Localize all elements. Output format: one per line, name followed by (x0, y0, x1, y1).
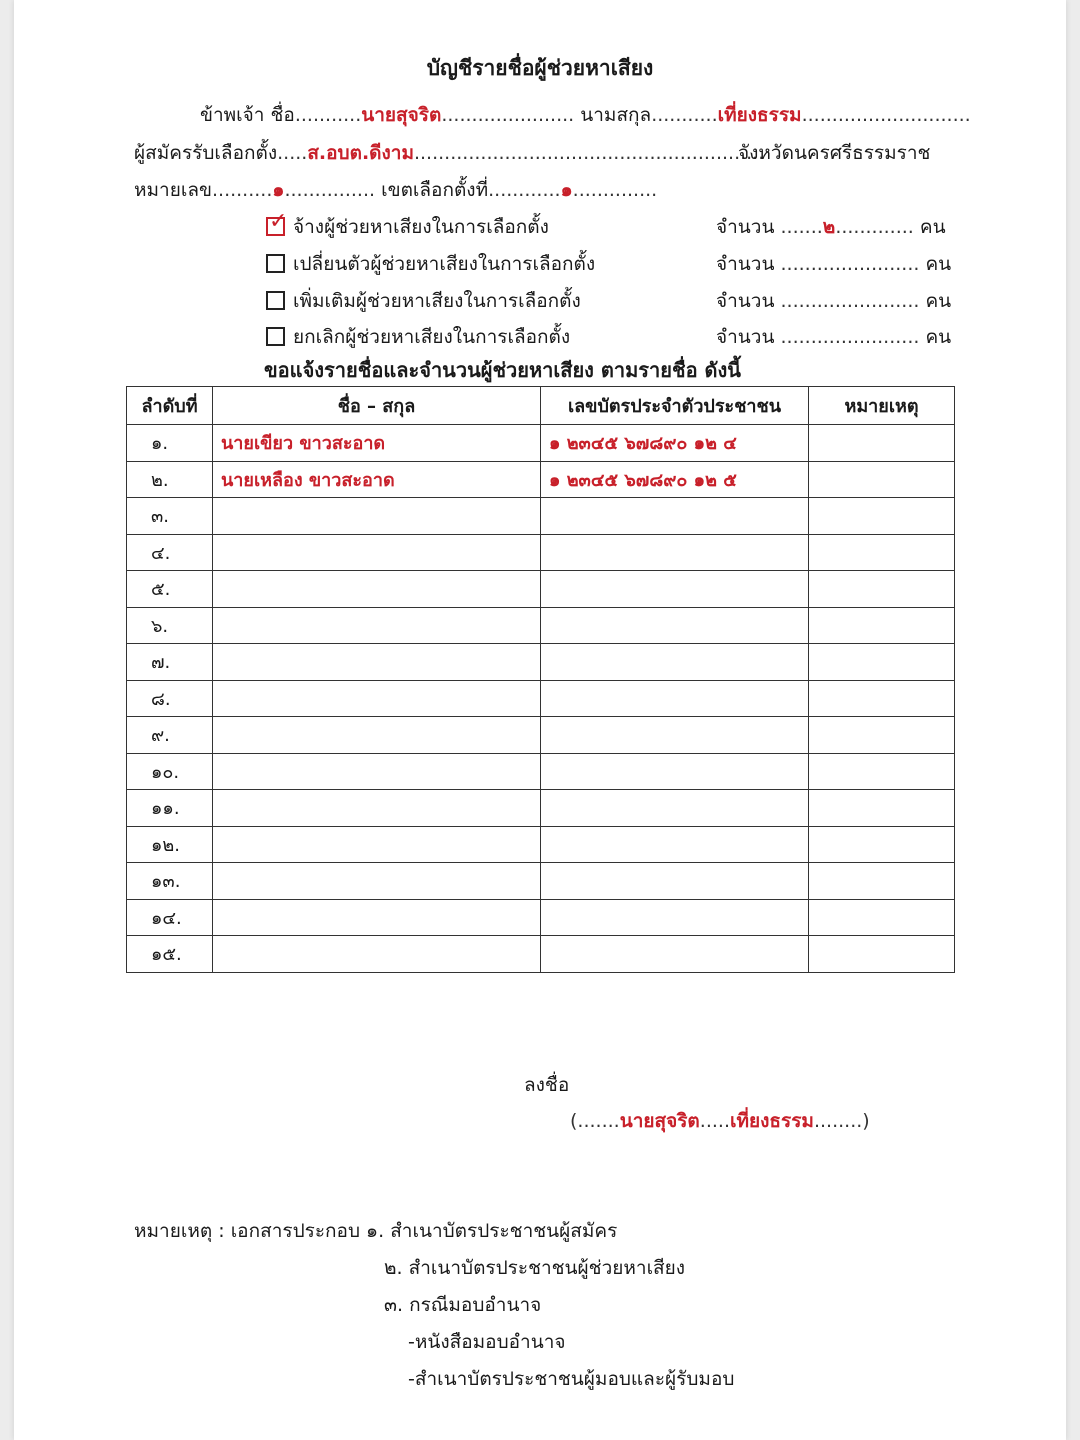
row-name (213, 826, 541, 863)
dots: ..... (277, 142, 308, 164)
list-subheading: ขอแจ้งรายชื่อและจำนวนผู้ช่วยหาเสียง ตามรายชื่อ ดังนี้ (264, 358, 741, 382)
row-number: ๙. (127, 717, 213, 754)
col-header-note: หมายเหตุ (809, 387, 955, 425)
signature-surname: เที่ยงธรรม (729, 1110, 814, 1132)
row-id-number: ๑ ๒๓๔๕ ๖๗๘๙๐ ๑๒ ๔ (541, 425, 809, 462)
row-number: ๕. (127, 571, 213, 608)
qty-unit: คน (919, 290, 952, 312)
row-number: ๑๓. (127, 863, 213, 900)
notes-heading: หมายเหตุ : เอกสารประกอบ ๑. สำเนาบัตรประชาชนผู้สมัคร (134, 1220, 618, 1242)
table-row (127, 753, 955, 790)
dots: ............................ (801, 104, 971, 126)
row-name (213, 863, 541, 900)
row-note (809, 680, 955, 717)
row-note (809, 607, 955, 644)
table-row (127, 899, 955, 936)
dots: ............... (284, 179, 382, 201)
table-row (127, 607, 955, 644)
candidate-number-line (134, 175, 657, 205)
table-row (127, 790, 955, 827)
row-note (809, 790, 955, 827)
col-header-order: ลำดับที่ (127, 387, 213, 425)
row-note (809, 753, 955, 790)
qty-label: จำนวน (716, 216, 775, 238)
district-number: ๑ (560, 179, 573, 201)
table-row (127, 936, 955, 973)
signature-name-line (570, 1106, 870, 1136)
table-row (127, 644, 955, 681)
row-name (213, 534, 541, 571)
dots: ....................... (774, 326, 920, 348)
row-name (213, 498, 541, 535)
qty-unit: คน (919, 326, 952, 348)
row-name (213, 790, 541, 827)
checkbox-empty-icon[interactable] (266, 254, 285, 273)
row-note (809, 863, 955, 900)
row-name (213, 936, 541, 973)
qty-unit: คน (913, 216, 946, 238)
option-add[interactable] (266, 286, 581, 316)
col-header-id: เลขบัตรประจำตัวประชาชน (541, 387, 809, 425)
qty-count: ๒ (822, 216, 836, 238)
option-label: เพิ่มเติมผู้ช่วยหาเสียงในการเลือกตั้ง (293, 290, 581, 312)
option-label: ยกเลิกผู้ช่วยหาเสียงในการเลือกตั้ง (293, 326, 571, 348)
table-row (127, 571, 955, 608)
row-id-number (541, 753, 809, 790)
row-name (213, 680, 541, 717)
option-replace-qty (716, 249, 951, 279)
applicant-name-line (200, 100, 971, 130)
dots: ........... (651, 104, 718, 126)
row-id-number (541, 607, 809, 644)
row-note (809, 571, 955, 608)
row-number: ๑๐. (127, 753, 213, 790)
dots: ....... (774, 216, 823, 238)
row-id-number (541, 680, 809, 717)
row-number: ๑๔. (127, 899, 213, 936)
row-name (213, 644, 541, 681)
applicant-surname: เที่ยงธรรม (717, 104, 802, 126)
row-number: ๘. (127, 680, 213, 717)
applicant-name: นายสุจริต (361, 104, 442, 126)
option-cancel[interactable] (266, 322, 570, 352)
row-name (213, 607, 541, 644)
row-note (809, 936, 955, 973)
dots: .............. (572, 179, 658, 201)
col-header-name: ชื่อ – สกุล (213, 387, 541, 425)
row-id-number (541, 936, 809, 973)
row-name: นายเขียว ขาวสะอาด (213, 425, 541, 462)
row-number: ๑. (127, 425, 213, 462)
checkbox-empty-icon[interactable] (266, 327, 285, 346)
table-row (127, 717, 955, 754)
option-hire-qty (716, 212, 946, 242)
row-id-number (541, 717, 809, 754)
dots: ....................... (774, 290, 920, 312)
row-number: ๖. (127, 607, 213, 644)
dots: .......... (211, 179, 273, 201)
signature-label: ลงชื่อ (524, 1074, 570, 1096)
row-note (809, 826, 955, 863)
row-name: นายเหลือง ขาวสะอาด (213, 461, 541, 498)
row-note (809, 425, 955, 462)
row-id-number (541, 863, 809, 900)
row-id-number (541, 571, 809, 608)
row-id-number: ๑ ๒๓๔๕ ๖๗๘๙๐ ๑๒ ๕ (541, 461, 809, 498)
option-label: จ้างผู้ช่วยหาเสียงในการเลือกตั้ง (293, 216, 549, 238)
row-number: ๑๒. (127, 826, 213, 863)
row-number: ๓. (127, 498, 213, 535)
option-hire[interactable] (266, 209, 549, 242)
qty-label: จำนวน (716, 290, 775, 312)
row-note (809, 644, 955, 681)
row-id-number (541, 899, 809, 936)
row-number: ๑๕. (127, 936, 213, 973)
table-row (127, 461, 955, 498)
checkbox-empty-icon[interactable] (266, 291, 285, 310)
qty-label: จำนวน (716, 253, 775, 275)
row-number: ๑๑. (127, 790, 213, 827)
table-row (127, 863, 955, 900)
dots: .......................................................... (413, 142, 765, 164)
table-row (127, 826, 955, 863)
row-number: ๗. (127, 644, 213, 681)
row-id-number (541, 644, 809, 681)
table-row (127, 425, 955, 462)
row-note (809, 534, 955, 571)
candidate-position-line (134, 138, 764, 168)
row-note (809, 899, 955, 936)
dots: ........) (813, 1110, 870, 1132)
province: จังหวัดนครศรีธรรมราช (738, 142, 931, 164)
note-item-3: ๓. กรณีมอบอำนาจ (384, 1294, 542, 1316)
dots: ............ (488, 179, 561, 201)
row-id-number (541, 498, 809, 535)
candidate-number: ๑ (272, 179, 285, 201)
dots: ............. (835, 216, 914, 238)
row-id-number (541, 826, 809, 863)
option-cancel-qty (716, 322, 951, 352)
row-name (213, 753, 541, 790)
table-row (127, 498, 955, 535)
option-add-qty (716, 286, 951, 316)
row-note (809, 717, 955, 754)
row-name (213, 899, 541, 936)
row-name (213, 571, 541, 608)
helpers-table (126, 386, 955, 973)
note-item-2: ๒. สำเนาบัตรประชาชนผู้ช่วยหาเสียง (384, 1257, 686, 1279)
row-id-number (541, 790, 809, 827)
district-label: เขตเลือกตั้งที่ (381, 179, 489, 201)
candidate-position: ส.อบต.ดีงาม (307, 142, 414, 164)
number-label: หมายเลข (134, 179, 212, 201)
note-item-3b: -สำเนาบัตรประชาชนผู้มอบและผู้รับมอบ (408, 1368, 735, 1390)
dots: ...................... (441, 104, 575, 126)
checkbox-checked-icon[interactable]: ✓ (266, 217, 285, 236)
row-name (213, 717, 541, 754)
surname-label: นามสกุล (574, 104, 652, 126)
position-label: ผู้สมัครรับเลือกตั้ง (134, 142, 278, 164)
dots: ........... (294, 104, 362, 126)
table-header-row (127, 387, 955, 425)
signature-name: นายสุจริต (619, 1110, 700, 1132)
table-row (127, 534, 955, 571)
dots: ..... (699, 1110, 730, 1132)
option-replace[interactable] (266, 249, 595, 279)
dots: ....................... (774, 253, 920, 275)
row-id-number (541, 534, 809, 571)
name-label: ข้าพเจ้า ชื่อ (200, 104, 295, 126)
qty-unit: คน (919, 253, 952, 275)
row-note (809, 498, 955, 535)
option-label: เปลี่ยนตัวผู้ช่วยหาเสียงในการเลือกตั้ง (293, 253, 596, 275)
table-row (127, 680, 955, 717)
row-note (809, 461, 955, 498)
qty-label: จำนวน (716, 326, 775, 348)
row-number: ๒. (127, 461, 213, 498)
note-item-3a: -หนังสือมอบอำนาจ (408, 1331, 566, 1353)
dots: (....... (570, 1110, 620, 1132)
row-number: ๔. (127, 534, 213, 571)
document-title: บัญชีรายชื่อผู้ช่วยหาเสียง (426, 56, 654, 80)
